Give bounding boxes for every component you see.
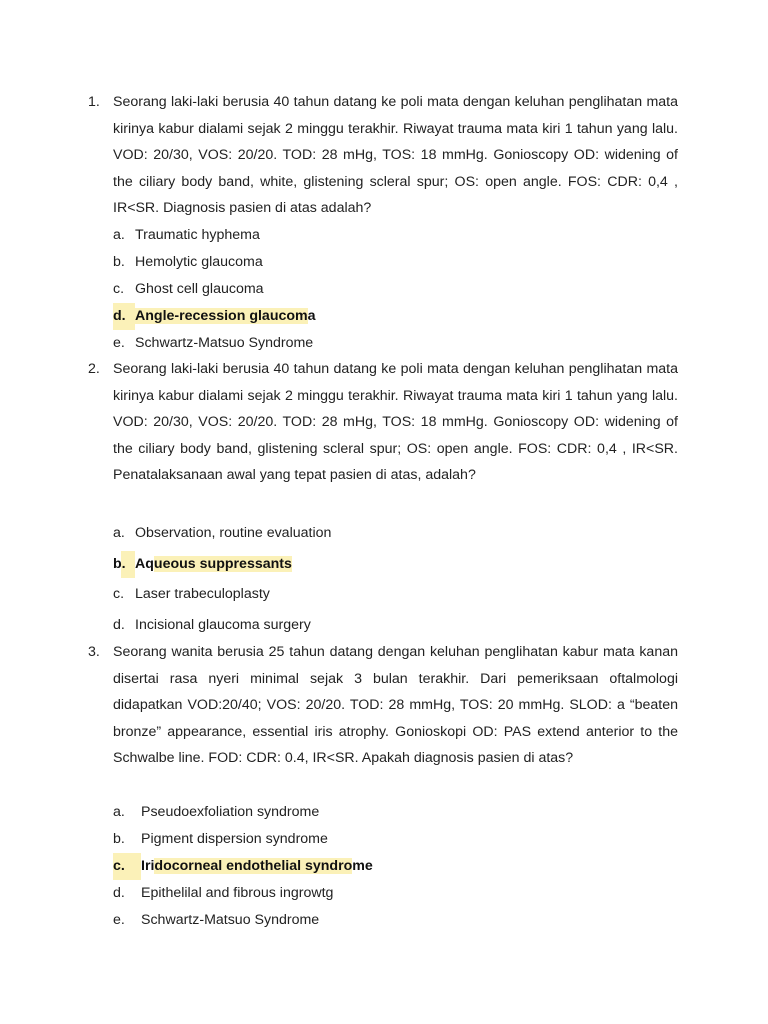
option-3b[interactable] [113, 826, 673, 853]
question-text: Seorang wanita berusia 25 tahun datang dengan keluhan penglihatan kabur mata kanan disertai rasa nyeri minimal sejak 3 bulan terakhir. Dari pemeriksaan oftalmologi didapatkan VOD:20/40; VOS: 20/20. TOD: 28 mmHg, TOS: 20 mmHg. SLOD: a “beaten bronze” appearance, essential iris atrophy. Gonioskopi OD: PAS extend anterior to the Schwalbe line. FOD: CDR: 0.4, IR<SR. Apakah diagnosis pasien di atas? [113, 644, 678, 766]
option-letter: a. [113, 227, 125, 243]
option-text: Pseudoexfoliation syndrome [141, 804, 320, 820]
option-letter: d. [113, 885, 125, 901]
question-number: 1. [88, 94, 100, 110]
option-text: Hemolytic glaucoma [135, 254, 263, 270]
option-letter: d. [113, 303, 135, 330]
option-3a[interactable] [113, 799, 673, 826]
option-letter: b. [113, 831, 125, 847]
highlighted-answer-text: ueous suppressants [153, 556, 292, 572]
option-letter: c. [113, 281, 125, 297]
highlighted-answer-text: Angle-recession glaucom [135, 308, 308, 324]
question-text: Seorang laki-laki berusia 40 tahun datang ke poli mata dengan keluhan penglihatan mata kirinya kabur dialami sejak 2 minggu terakhir. Riwayat trauma mata kiri 1 tahun yang lalu. VOD: 20/30, VOS: 20/20. TOD: 28 mHg, TOS: 18 mmHg. Gonioscopy OD: widening of the ciliary body band, white, glistening scleral spur; OS: open angle. FOS: CDR: 0,4 , IR<SR. Diagnosis pasien di atas adalah? [113, 94, 678, 216]
option-3c-answer[interactable] [113, 853, 673, 880]
option-letter: c. [113, 586, 125, 602]
option-text: Laser trabeculoplasty [135, 586, 270, 602]
option-letter: a. [113, 525, 125, 541]
option-text: Observation, routine evaluation [135, 525, 332, 541]
option-1a[interactable] [113, 222, 673, 249]
option-text: Schwartz-Matsuo Syndrome [135, 335, 314, 351]
option-1b[interactable] [113, 249, 673, 276]
option-text-pre: Iri [141, 858, 155, 874]
option-letter: d. [113, 617, 125, 633]
question-1 [88, 89, 678, 222]
option-text-rest: a [307, 308, 316, 324]
option-3d[interactable] [113, 880, 673, 907]
option-1d-answer[interactable] [113, 303, 673, 330]
highlighted-answer-text: docorneal endothelial syndro [154, 858, 353, 874]
option-2d[interactable] [113, 612, 673, 639]
option-text: Incisional glaucoma surgery [135, 617, 311, 633]
option-1c[interactable] [113, 276, 673, 303]
question-2 [88, 356, 678, 489]
option-2a[interactable] [113, 520, 673, 547]
option-text: Ghost cell glaucoma [135, 281, 264, 297]
option-2c[interactable] [113, 581, 673, 608]
option-text: Epithelilal and fibrous ingrowtg [141, 885, 334, 901]
option-letter: e. [113, 912, 125, 928]
question-number: 3. [88, 644, 100, 660]
option-3e[interactable] [113, 907, 673, 934]
option-letter: e. [113, 335, 125, 351]
option-text-pre: Aq [135, 556, 154, 572]
option-text-rest: me [352, 858, 373, 874]
question-number: 2. [88, 361, 100, 377]
option-text: Pigment dispersion syndrome [141, 831, 328, 847]
option-text: Schwartz-Matsuo Syndrome [141, 912, 320, 928]
option-letter: b. [113, 254, 125, 270]
question-3 [88, 639, 678, 772]
option-letter: a. [113, 804, 125, 820]
option-letter: c. [113, 853, 141, 880]
question-text: Seorang laki-laki berusia 40 tahun datang ke poli mata dengan keluhan penglihatan mata kirinya kabur dialami sejak 2 minggu terakhir. Riwayat trauma mata kiri 1 tahun yang lalu. VOD: 20/30, VOS: 20/20. TOD: 28 mHg, TOS: 18 mmHg. Gonioscopy OD: widening of the ciliary body band, glistening scleral spur; OS: open angle. FOS: CDR: 0,4 , IR<SR. Penatalaksanaan awal yang tepat pasien di atas, adalah? [113, 361, 678, 483]
option-1e[interactable] [113, 330, 673, 357]
option-text: Traumatic hyphema [135, 227, 260, 243]
option-2b-answer[interactable] [113, 551, 673, 578]
option-letter: b. [113, 551, 135, 578]
